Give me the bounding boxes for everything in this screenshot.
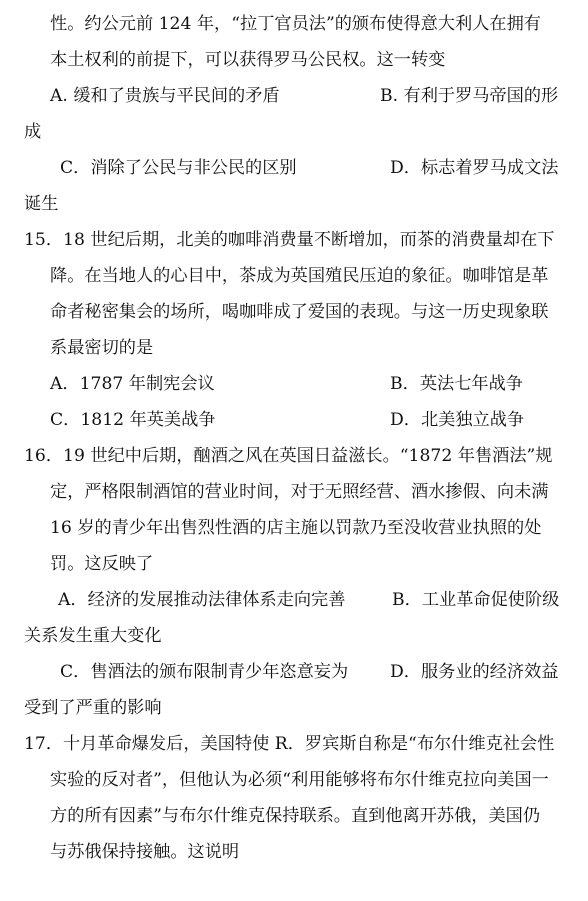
q17-text-line-4	[0, 834, 588, 870]
q15-text-3: 命者秘密集会的场所，喝咖啡成了爱国的表现。与这一历史现象联	[50, 302, 549, 322]
q16-text-3: 16 岁的青少年出售烈性酒的店主施以罚款乃至没收营业执照的处	[50, 518, 542, 538]
q16-option-a: A．经济的发展推动法律体系走向完善	[58, 590, 346, 610]
q14-option-d-cont-line	[0, 186, 588, 222]
q17-text-1: 17．十月革命爆发后，美国特使 R．罗宾斯自称是“布尔什维克社会性	[24, 734, 555, 754]
q16-option-d-cont-line	[0, 690, 588, 726]
q15-text-line-3	[0, 294, 588, 330]
q14-option-d: D．标志着罗马成文法	[390, 158, 559, 178]
q17-text-2: 实验的反对者”，但他认为必须“利用能够将布尔什维克拉向美国一	[50, 770, 549, 790]
q16-option-d-cont: 受到了严重的影响	[24, 698, 162, 718]
q17-text-4: 与苏俄保持接触。这说明	[50, 842, 240, 862]
q14-option-d-cont: 诞生	[24, 194, 59, 214]
q16-option-b: B．工业革命促使阶级	[392, 590, 560, 610]
q15-option-c: C．1812 年英美战争	[50, 410, 216, 430]
q16-text-1: 16．19 世纪中后期，酗酒之风在英国日益滋长。“1872 年售酒法”规	[24, 446, 553, 466]
q15-text-line-4	[0, 330, 588, 366]
q16-text-2: 定，严格限制酒馆的营业时间，对于无照经营、酒水掺假、向未满	[50, 482, 549, 502]
q15-text-1: 15．18 世纪后期，北美的咖啡消费量不断增加，而茶的消费量却在下	[24, 230, 555, 250]
q15-text-line-1	[0, 222, 588, 258]
q15-option-d: D．北美独立战争	[390, 410, 525, 430]
q14-option-b-cont: 成	[24, 122, 42, 142]
q17-text-line-1	[0, 726, 588, 762]
q14-text-line-2	[0, 42, 588, 78]
q14-options-ab	[0, 78, 588, 114]
q16-text-4: 罚。这反映了	[50, 554, 154, 574]
q15-options-cd	[0, 402, 588, 438]
q14-options-cd	[0, 150, 588, 186]
q16-option-b-cont: 关系发生重大变化	[24, 626, 162, 646]
q16-option-d: D．服务业的经济效益	[390, 662, 559, 682]
q15-text-4: 系最密切的是	[50, 338, 154, 358]
q14-option-c: C．消除了公民与非公民的区别	[60, 158, 297, 178]
q17-text-line-3	[0, 798, 588, 834]
q14-text-line-1	[0, 6, 588, 42]
q14-text-1: 性。约公元前 124 年，“拉丁官员法”的颁布使得意大利人在拥有	[50, 14, 541, 34]
q15-text-line-2	[0, 258, 588, 294]
q16-text-line-2	[0, 474, 588, 510]
q17-text-3: 方的所有因素”与布尔什维克保持联系。直到他离开苏俄，美国仍	[50, 806, 541, 826]
q14-option-b-cont-line	[0, 114, 588, 150]
q15-option-b: B．英法七年战争	[390, 374, 523, 394]
q17-text-line-2	[0, 762, 588, 798]
q16-text-line-1	[0, 438, 588, 474]
q14-option-b: B. 有利于罗马帝国的形	[380, 86, 559, 106]
q16-text-line-3	[0, 510, 588, 546]
q15-option-a: A．1787 年制宪会议	[50, 374, 215, 394]
q16-option-c: C．售酒法的颁布限制青少年恣意妄为	[60, 662, 349, 682]
q14-text-2: 本土权利的前提下，可以获得罗马公民权。这一转变	[50, 50, 446, 70]
q16-options-cd	[0, 654, 588, 690]
q14-option-a: A. 缓和了贵族与平民间的矛盾	[50, 86, 280, 106]
q16-text-line-4	[0, 546, 588, 582]
q15-text-2: 降。在当地人的心目中，茶成为英国殖民压迫的象征。咖啡馆是革	[50, 266, 549, 286]
q16-options-ab	[0, 582, 588, 618]
q15-options-ab	[0, 366, 588, 402]
q16-option-b-cont-line	[0, 618, 588, 654]
